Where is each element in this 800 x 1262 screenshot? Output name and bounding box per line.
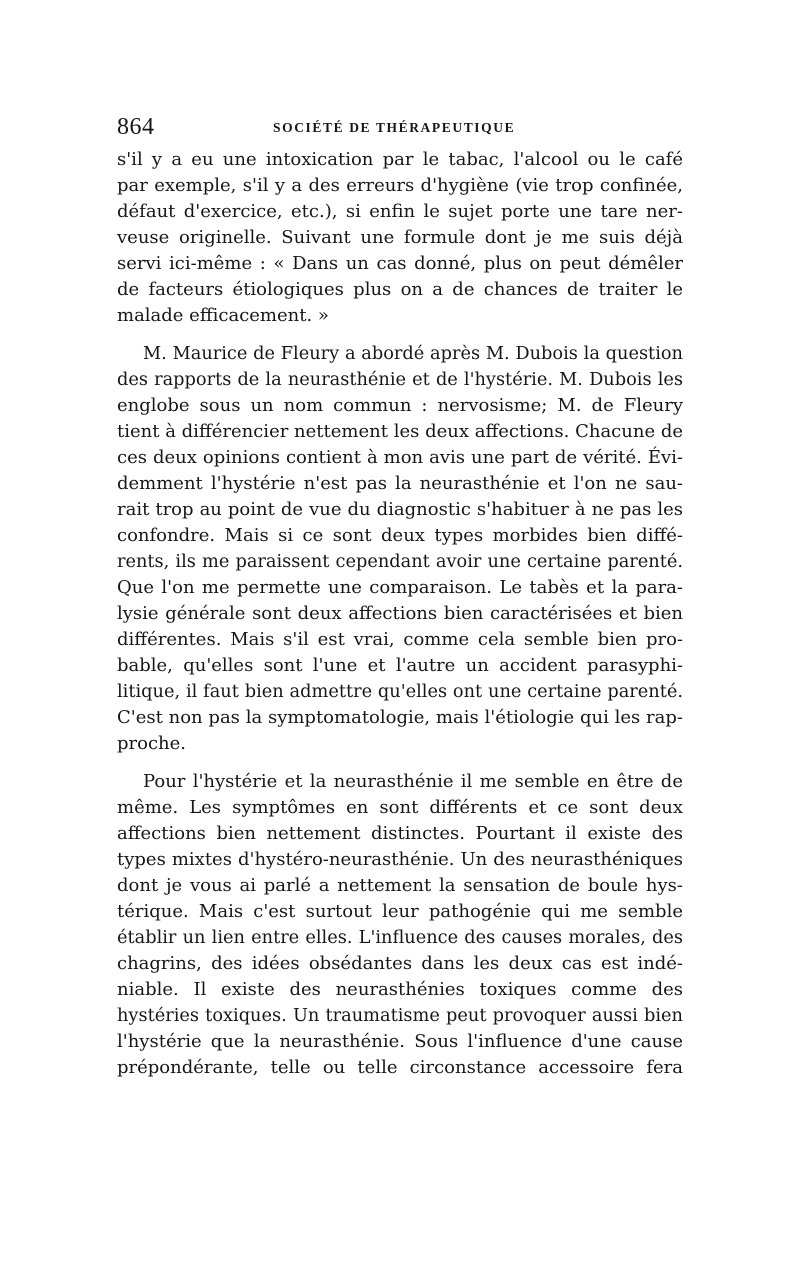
text-line: veuse originelle. Suivant une formule dont je me suis déjà xyxy=(117,227,683,248)
text-line: servi ici-même : « Dans un cas donné, plus on peut démêler xyxy=(117,253,683,274)
text-line: de facteurs étiologiques plus on a de chances de traiter le xyxy=(117,279,683,300)
text-line: niable. Il existe des neurasthénies toxiques comme des xyxy=(117,979,683,1000)
text-line: affections bien nettement distinctes. Pourtant il existe des xyxy=(117,823,683,844)
running-title: SOCIÉTÉ DE THÉRAPEUTIQUE xyxy=(273,120,516,135)
text-line: proche. xyxy=(117,733,187,754)
text-line: litique, il faut bien admettre qu'elles ont une certaine parenté. xyxy=(117,682,683,702)
text-line: bable, qu'elles sont l'une et l'autre un accident parasyphi- xyxy=(117,655,683,676)
paragraph-gap xyxy=(117,329,683,341)
text-line: par exemple, s'il y a des erreurs d'hygiène (vie trop confinée, xyxy=(117,175,683,196)
text-line: englobe sous un nom commun : nervosisme; M. de Fleury xyxy=(117,395,683,416)
text-line: défaut d'exercice, etc.), si enfin le sujet porte une tare ner- xyxy=(117,201,683,222)
text-line: s'il y a eu une intoxication par le tabac, l'alcool ou le café xyxy=(117,149,683,170)
text-line: des rapports de la neurasthénie et de l'hystérie. M. Dubois les xyxy=(117,370,683,390)
text-line: prépondérante, telle ou telle circonstance accessoire fera xyxy=(117,1057,683,1078)
paragraph-2 xyxy=(117,341,683,757)
text-line: hystéries toxiques. Un traumatisme peut provoquer aussi bien xyxy=(117,1006,683,1026)
text-line: types mixtes d'hystéro-neurasthénie. Un des neurasthéniques xyxy=(117,849,683,870)
text-line: différentes. Mais s'il est vrai, comme cela semble bien pro- xyxy=(117,629,683,650)
text-line: tient à différencier nettement les deux affections. Chacune de xyxy=(117,421,683,442)
text-line: lysie générale sont deux affections bien caractérisées et bien xyxy=(117,603,683,624)
text-line: confondre. Mais si ce sont deux types morbides bien diffé- xyxy=(117,525,683,546)
text-line: Que l'on me permette une comparaison. Le tabès et la para- xyxy=(117,577,683,598)
text-line: rents, ils me paraissent cependant avoir une certaine parenté. xyxy=(117,552,683,572)
running-head xyxy=(117,112,683,142)
text-line: établir un lien entre elles. L'influence des causes morales, des xyxy=(117,928,683,948)
text-line: C'est non pas la symptomatologie, mais l'étiologie qui les rap- xyxy=(117,707,683,728)
text-line: ces deux opinions contient à mon avis une part de vérité. Évi- xyxy=(117,447,683,468)
text-line: chagrins, des idées obsédantes dans les deux cas est indé- xyxy=(117,953,683,974)
text-line: même. Les symptômes en sont différents et ce sont deux xyxy=(117,797,683,818)
text-line: malade efficacement. » xyxy=(117,305,329,326)
paragraph-1 xyxy=(117,147,683,329)
text-line: dont je vous ai parlé a nettement la sensation de boule hys- xyxy=(117,875,683,896)
page-number: 864 xyxy=(117,114,155,140)
paragraph-3 xyxy=(117,769,683,1081)
paragraph-gap xyxy=(117,757,683,769)
text-line: Pour l'hystérie et la neurasthénie il me semble en être de xyxy=(143,771,683,792)
text-line: M. Maurice de Fleury a abordé après M. Dubois la question xyxy=(143,344,683,364)
text-line: rait trop au point de vue du diagnostic s'habituer à ne pas les xyxy=(117,499,683,520)
text-line: demment l'hystérie n'est pas la neurasthénie et l'on ne sau- xyxy=(117,473,683,494)
text-line: térique. Mais c'est surtout leur pathogénie qui me semble xyxy=(117,901,683,922)
text-line: l'hystérie que la neurasthénie. Sous l'influence d'une cause xyxy=(117,1031,683,1052)
body-text xyxy=(117,147,683,1081)
